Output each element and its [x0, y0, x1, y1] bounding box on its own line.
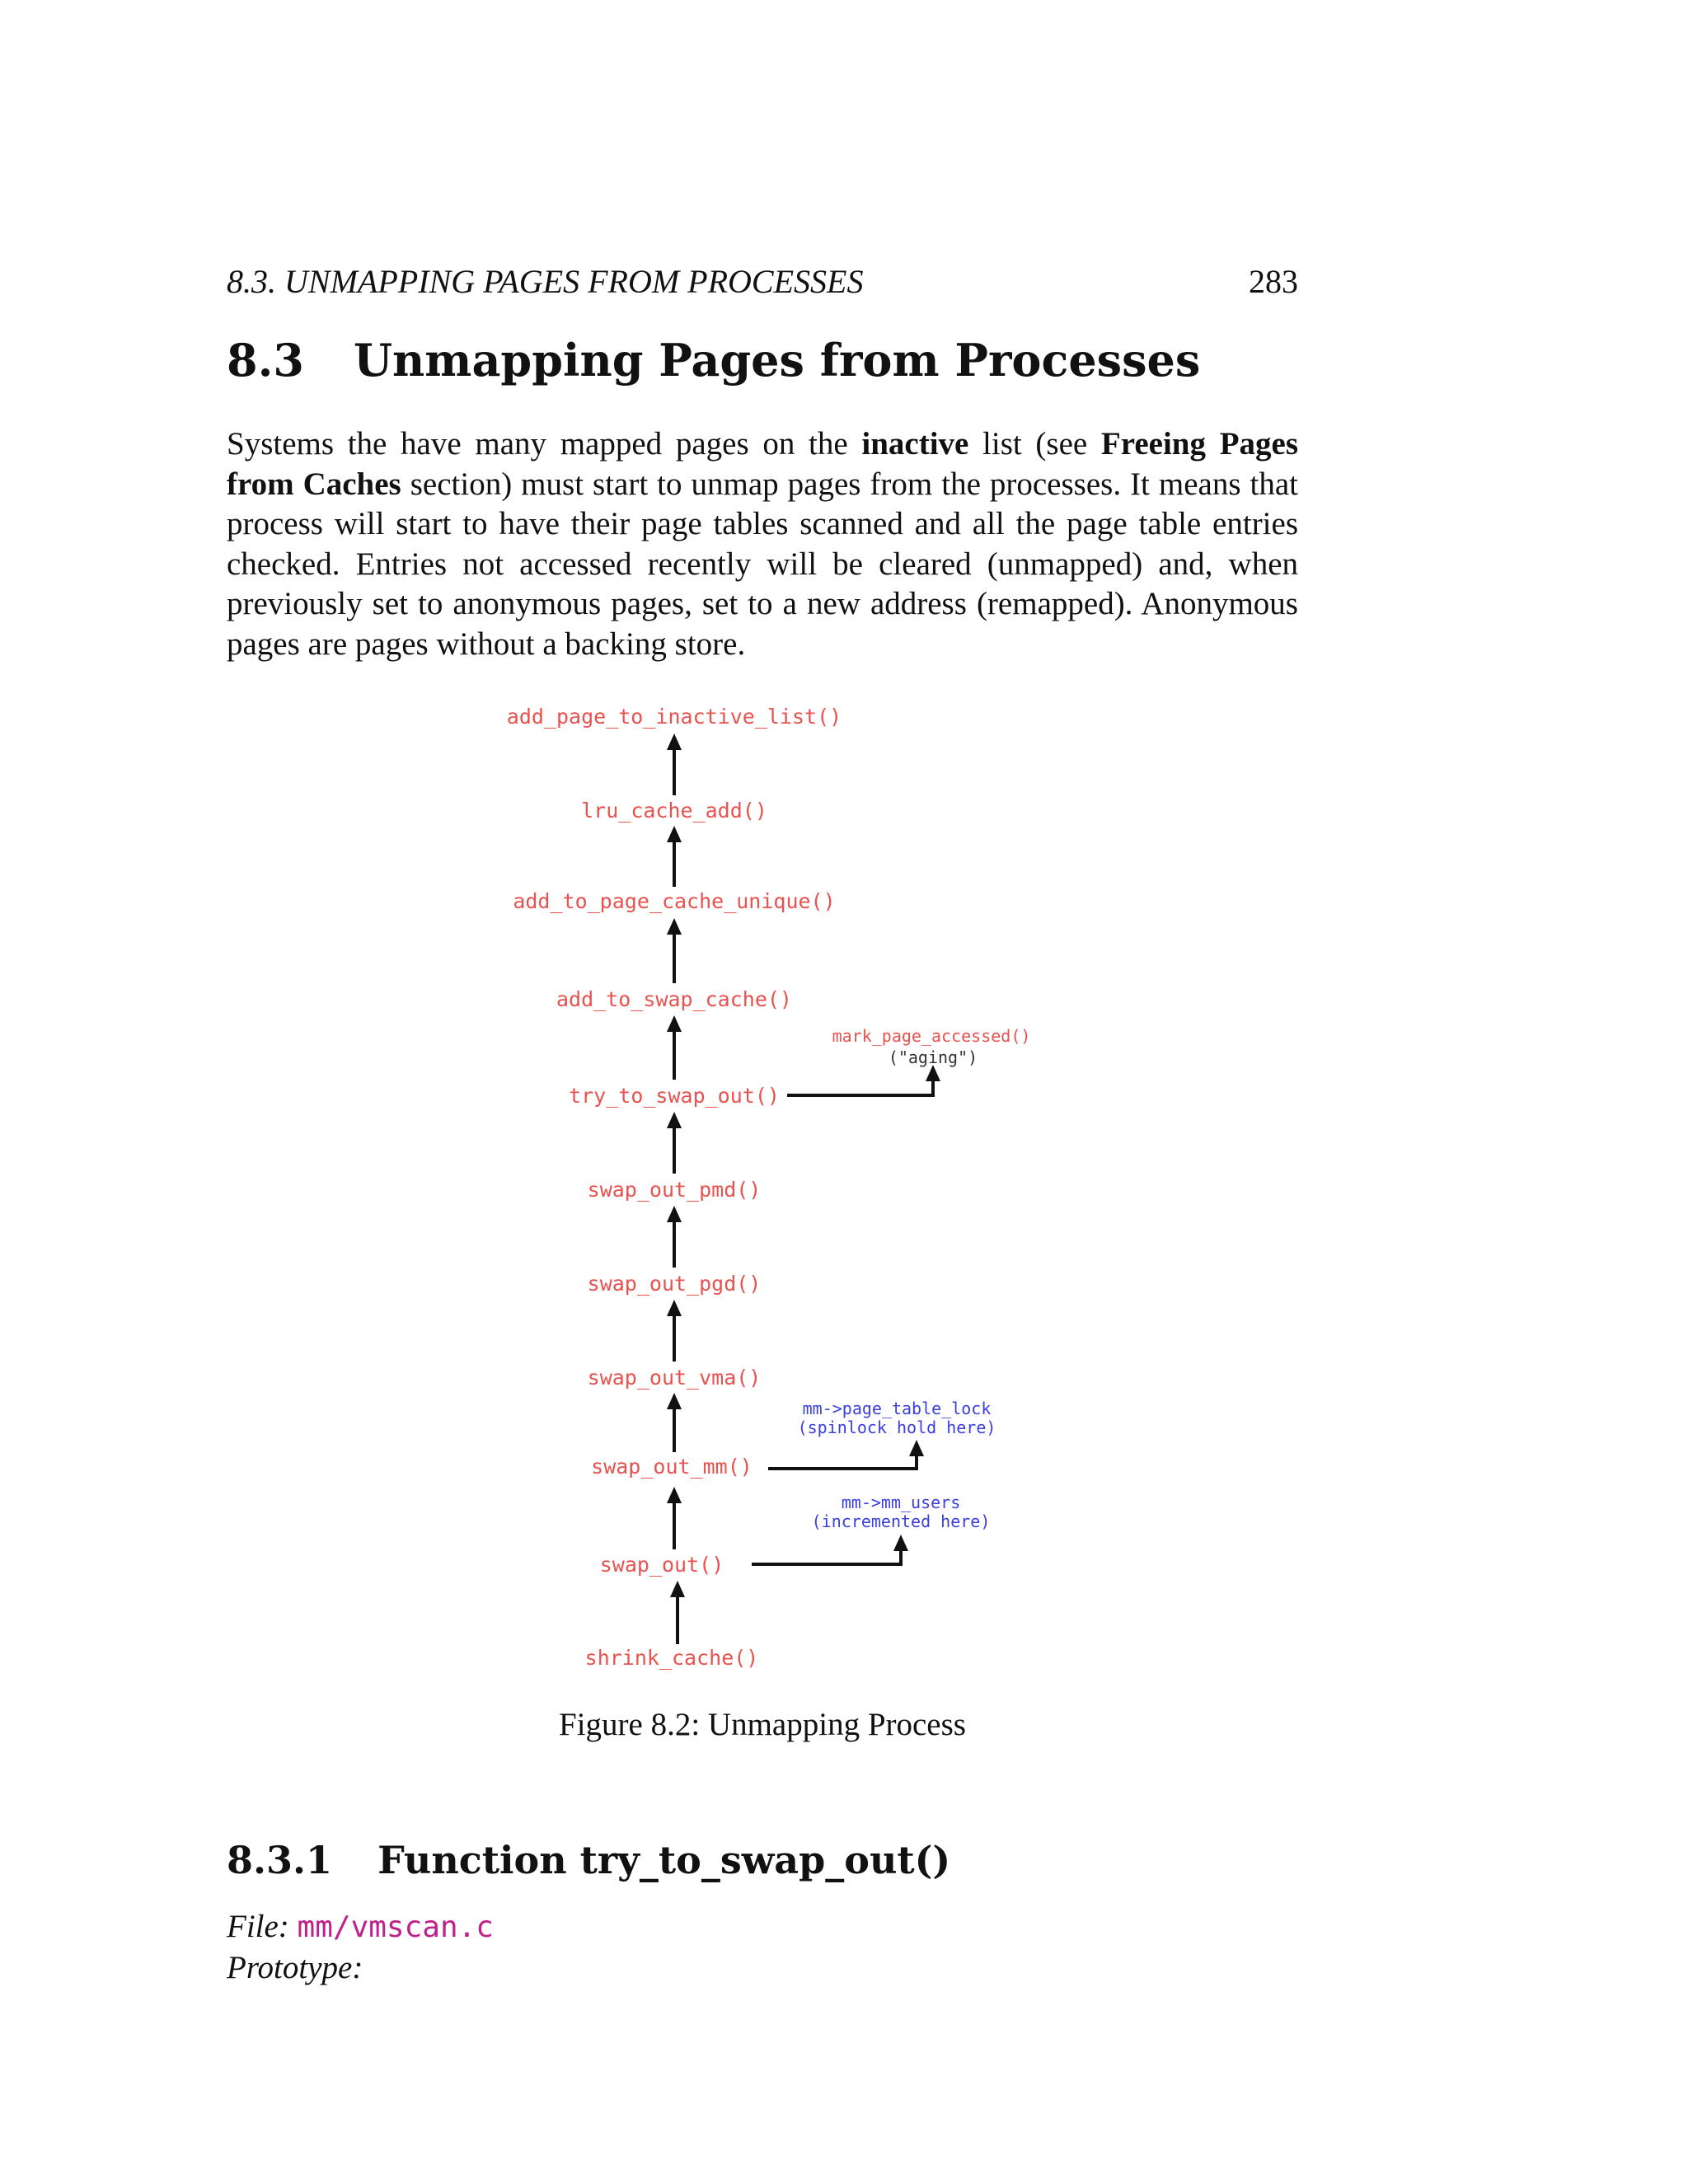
node-swap-out-mm: swap_out_mm(): [591, 1455, 753, 1479]
arrow-up-10: [670, 1581, 685, 1644]
note-aging: ("aging"): [888, 1047, 978, 1067]
arrow-up-6: [667, 1206, 682, 1268]
node-add-to-page-cache-unique: add_to_page_cache_unique(): [513, 889, 836, 913]
branch-arrowhead-aging: [926, 1065, 940, 1081]
branch-line-aging: [787, 1080, 933, 1095]
section-title: Unmapping Pages from Processes: [353, 334, 1201, 387]
arrow-up-5: [667, 1112, 682, 1174]
call-graph-figure: [462, 692, 1055, 1681]
paragraph-text-3: section) must start to unmap pages from the processes. It means that process will start to have their page tables scanned and all the page table entries checked. Entries not accessed recently will be cleared (unmapped) and, when previously set to anonymous pages, set to a new address (remapped). Anonymous pages are pages without a backing store.: [227, 466, 1298, 662]
note-mm-users: mm->mm_users: [841, 1493, 961, 1512]
arrow-up-4: [667, 1015, 682, 1080]
note-mark-page-accessed: mark_page_accessed(): [832, 1026, 1031, 1046]
branch-line-lock: [768, 1455, 917, 1469]
paragraph-text-2: list (see: [968, 426, 1101, 462]
file-label: File:: [227, 1909, 289, 1944]
arrow-up-9: [667, 1487, 682, 1549]
arrow-up-3: [667, 918, 682, 983]
running-head: [227, 262, 1298, 301]
branch-mm-users: [752, 1493, 990, 1564]
paragraph-text-1: Systems the have many mapped pages on the: [227, 426, 862, 462]
file-line: [227, 1908, 494, 1945]
branch-arrowhead-users: [893, 1535, 908, 1551]
node-swap-out: swap_out(): [599, 1553, 724, 1577]
section-heading: [227, 334, 1200, 387]
branch-page-table-lock: [768, 1399, 996, 1469]
subsection-title: Function try_to_swap_out(): [377, 1838, 951, 1882]
prototype-label: Prototype:: [227, 1950, 363, 1985]
running-head-title: 8.3. UNMAPPING PAGES FROM PROCESSES: [227, 263, 864, 300]
branch-line-users: [752, 1549, 901, 1564]
node-swap-out-vma: swap_out_vma(): [587, 1366, 762, 1390]
node-swap-out-pgd: swap_out_pgd(): [587, 1272, 762, 1296]
arrow-up-8: [667, 1393, 682, 1452]
node-add-to-swap-cache: add_to_swap_cache(): [556, 987, 792, 1011]
file-path-link[interactable]: mm/vmscan.c: [297, 1910, 494, 1944]
note-spinlock: (spinlock hold here): [797, 1418, 996, 1437]
call-graph-svg: [462, 692, 1055, 1681]
subsection-heading: [227, 1838, 950, 1882]
subsection-number: 8.3.1: [227, 1838, 333, 1882]
node-swap-out-pmd: swap_out_pmd(): [587, 1178, 762, 1202]
section-number: 8.3: [227, 334, 304, 387]
arrow-up-2: [667, 826, 682, 887]
page-number: 283: [1249, 263, 1298, 300]
branch-arrowhead-lock: [909, 1440, 924, 1456]
node-add-page-to-inactive-list: add_page_to_inactive_list(): [506, 705, 842, 729]
node-shrink-cache: shrink_cache(): [584, 1646, 759, 1670]
paragraph-bold-reference: Freeing Pages from Caches: [227, 426, 1298, 502]
node-lru-cache-add: lru_cache_add(): [581, 799, 767, 823]
branch-aging: [787, 1026, 1030, 1095]
figure-caption: Figure 8.2: Unmapping Process: [559, 1707, 966, 1742]
body-paragraph: [227, 424, 1298, 664]
note-incremented: (incremented here): [811, 1511, 991, 1531]
arrow-up-1: [667, 733, 682, 795]
note-page-table-lock: mm->page_table_lock: [802, 1399, 992, 1418]
paragraph-bold-inactive: inactive: [861, 426, 969, 462]
node-try-to-swap-out: try_to_swap_out(): [569, 1084, 780, 1108]
arrow-up-7: [667, 1300, 682, 1361]
